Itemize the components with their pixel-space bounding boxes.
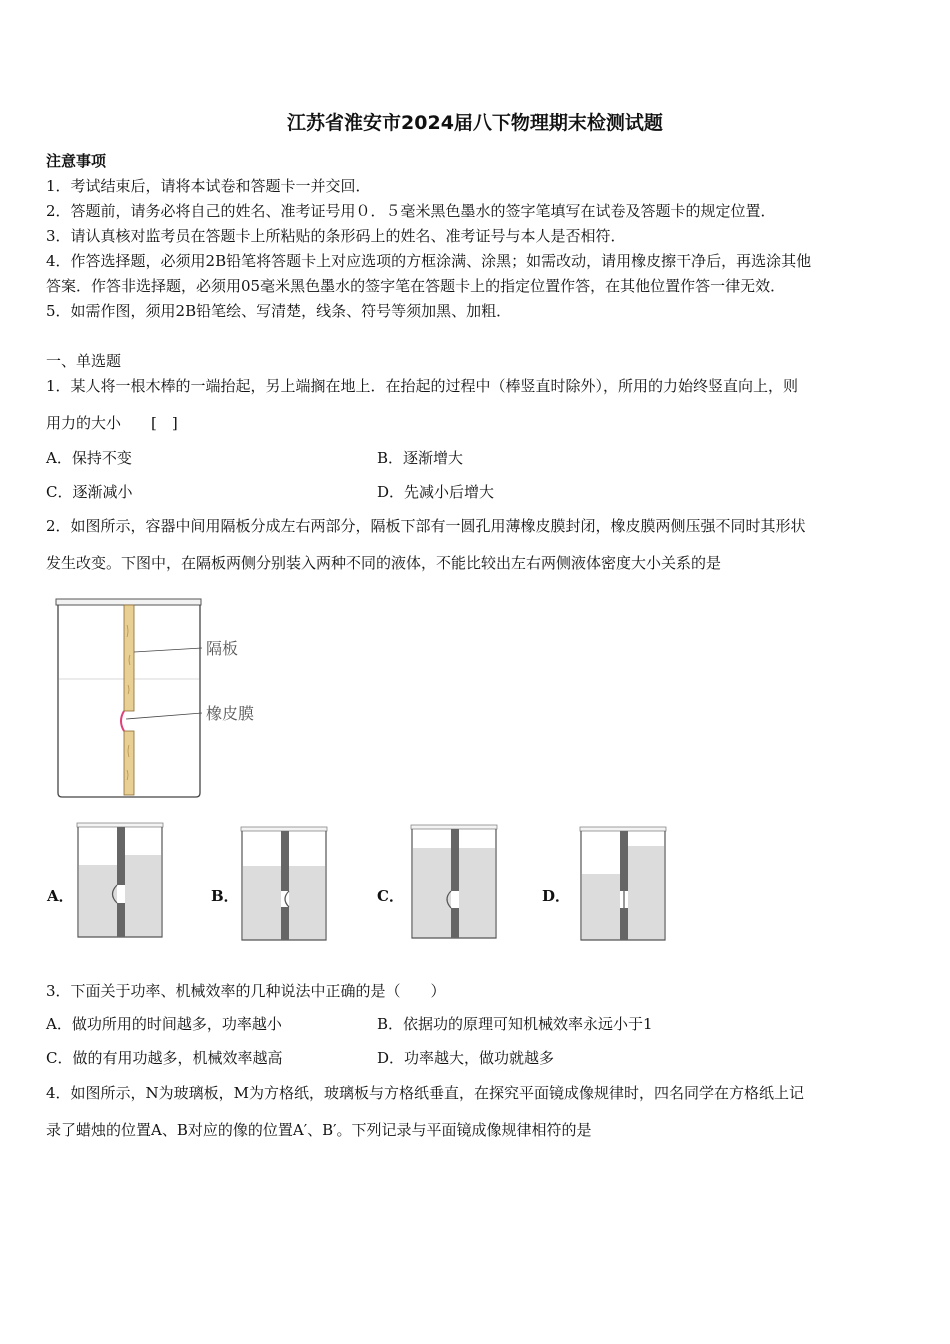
notice-item: 1．考试结束后，请将本试卷和答题卡一并交回．	[46, 177, 371, 195]
label-partition: 隔板	[206, 639, 239, 658]
q2-option-c-label: C．	[377, 887, 404, 905]
q3-stem: 3．下面关于功率、机械效率的几种说法中正确的是（ ）	[46, 982, 446, 1000]
q3-option-b: B．依据功的原理可知机械效率永远小于1	[377, 1015, 653, 1033]
q1-option-d: D．先减小后增大	[377, 483, 495, 501]
notice-item: 4．作答选择题，必须用2B铅笔将答题卡上对应选项的方框涂满、涂黑；如需改动，请用橡皮擦干净后，再选涂其他	[46, 252, 812, 270]
container-diagram	[50, 595, 290, 805]
q1-option-c: C．逐渐减小	[46, 483, 133, 501]
q1-option-a: A．保持不变	[46, 449, 132, 467]
q2-option-c-figure	[408, 822, 503, 944]
section-heading: 一、单选题	[46, 352, 122, 370]
q4-stem: 4．如图所示，N为玻璃板，M为方格纸，玻璃板与方格纸垂直，在探究平面镜成像规律时，四名同学在方格纸上记	[46, 1084, 805, 1102]
q1-stem: 1．某人将一根木棒的一端抬起，另上端搁在地上．在抬起的过程中（棒竖直时除外），所用的力始终竖直向上，则	[46, 377, 799, 395]
q4-stem-cont: 录了蜡烛的位置A、B对应的像的位置A′、B′。下列记录与平面镜成像规律相符的是	[46, 1121, 592, 1139]
q2-option-a-label: A．	[47, 887, 74, 905]
notice-item: 2．答题前，请务必将自己的姓名、准考证号用０．５毫米黑色墨水的签字笔填写在试卷及答题卡的规定位置．	[46, 202, 776, 220]
notice-item: 答案．作答非选择题，必须用05毫米黑色墨水的签字笔在答题卡上的指定位置作答，在其他位置作答一律无效．	[46, 277, 786, 295]
notice-item: 3．请认真核对监考员在答题卡上所粘贴的条形码上的姓名、准考证号与本人是否相符．	[46, 227, 626, 245]
partition-lower	[124, 731, 134, 795]
q2-option-d-label: D．	[542, 887, 571, 905]
notice-item: 5．如需作图，须用2B铅笔绘、写清楚，线条、符号等须加黑、加粗．	[46, 302, 512, 320]
q3-option-a: A．做功所用的时间越多，功率越小	[46, 1015, 282, 1033]
notice-heading: 注意事项	[46, 152, 107, 170]
page-title: 江苏省淮安市2024届八下物理期末检测试题	[287, 112, 663, 134]
q2-stem: 2．如图所示，容器中间用隔板分成左右两部分，隔板下部有一圆孔用薄橡皮膜封闭，橡皮膜两侧压强不同时其形状	[46, 517, 806, 535]
q2-option-b-figure	[238, 824, 333, 946]
q2-option-a-figure	[74, 820, 169, 945]
q2-option-d-figure	[577, 824, 672, 946]
membrane-icon	[121, 711, 124, 731]
q1-option-b: B．逐渐增大	[377, 449, 464, 467]
q3-option-c: C．做的有用功越多，机械效率越高	[46, 1049, 283, 1067]
q1-stem-cont: 用力的大小 [ ]	[46, 414, 178, 432]
q2-stem-cont: 发生改变。下图中，在隔板两侧分别装入两种不同的液体，不能比较出左右两侧液体密度大小关系的是	[46, 554, 722, 572]
q3-option-d: D．功率越大，做功就越多	[377, 1049, 555, 1067]
q2-option-b-label: B．	[211, 887, 239, 905]
label-membrane: 橡皮膜	[206, 704, 255, 723]
